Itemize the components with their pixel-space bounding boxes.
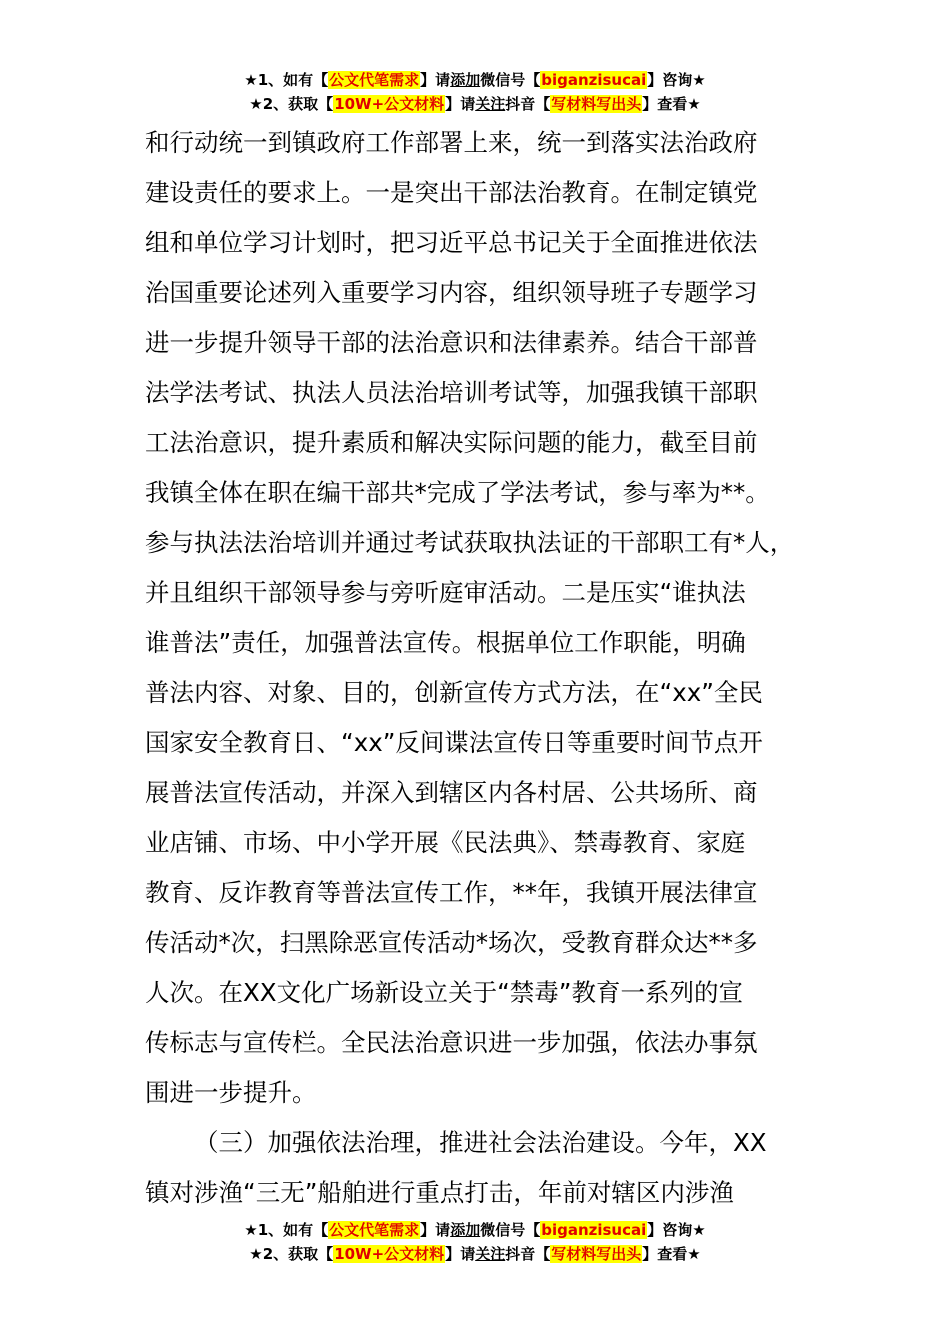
text-line: 我镇全体在职在编干部共*完成了学法考试，参与率为**。 (145, 478, 770, 507)
text-line: 业店铺、市场、中小学开展《民法典》、禁毒教育、家庭 (145, 828, 746, 857)
banner-text: 】咨询★ (647, 1221, 706, 1239)
banner-text: ★2、获取【 (249, 95, 334, 113)
banner-text: 】查看★ (642, 1245, 701, 1263)
banner-text: 】请 (420, 1221, 451, 1239)
banner-underlined: 关注 (475, 95, 506, 113)
banner-text: 抖音【 (505, 1245, 551, 1263)
text-line: 谁普法”责任，加强普法宣传。根据单位工作职能，明确 (145, 628, 746, 657)
banner-text: 】查看★ (642, 95, 701, 113)
header-banner (0, 68, 950, 116)
banner-line-2 (0, 1242, 950, 1266)
banner-line-1 (0, 1218, 950, 1242)
section-heading-line: （三）加强依法治理，推进社会法治建设。今年，XX (194, 1128, 767, 1157)
text-line: 人次。在XX文化广场新设立关于“禁毒”教育一系列的宣 (145, 978, 743, 1007)
banner-text: 抖音【 (505, 95, 551, 113)
text-line: 普法内容、对象、目的，创新宣传方式方法，在“xx”全民 (145, 678, 763, 707)
banner-line-1 (0, 68, 950, 92)
banner-line-2 (0, 92, 950, 116)
banner-text: ★1、如有【 (244, 71, 329, 89)
text-line: 治国重要论述列入重要学习内容，组织领导班子专题学习 (145, 278, 758, 307)
text-line: 并且组织干部领导参与旁听庭审活动。二是压实“谁执法 (145, 578, 746, 607)
banner-highlight: 写材料写出头 (551, 1245, 642, 1263)
text-line: 法学法考试、执法人员法治培训考试等，加强我镇干部职 (145, 378, 758, 407)
text-line: 传活动*次，扫黑除恶宣传活动*场次，受教育群众达**多 (145, 928, 758, 957)
banner-text: 微信号【 (480, 1221, 541, 1239)
banner-underlined: 关注 (475, 1245, 506, 1263)
footer-banner (0, 1218, 950, 1266)
text-line: 建设责任的要求上。一是突出干部法治教育。在制定镇党 (145, 178, 758, 207)
text-line: 围进一步提升。 (145, 1078, 317, 1107)
text-line: 展普法宣传活动，并深入到辖区内各村居、公共场所、商 (145, 778, 758, 807)
banner-text: 】咨询★ (647, 71, 706, 89)
text-line: 教育、反诈教育等普法宣传工作，**年，我镇开展法律宣 (145, 878, 758, 907)
banner-highlight: 10W+公文材料 (334, 95, 445, 113)
text-line: 镇对涉渔“三无”船舶进行重点打击，年前对辖区内涉渔 (145, 1178, 734, 1207)
banner-underlined: 添加 (450, 1221, 481, 1239)
banner-text: 】请 (420, 71, 451, 89)
text-line: 国家安全教育日、“xx”反间谍法宣传日等重要时间节点开 (145, 728, 763, 757)
banner-text: 微信号【 (480, 71, 541, 89)
banner-highlight: 公文代笔需求 (329, 71, 420, 89)
banner-text: ★1、如有【 (244, 1221, 329, 1239)
banner-highlight: 写材料写出头 (551, 95, 642, 113)
text-line: 进一步提升领导干部的法治意识和法律素养。结合干部普 (145, 328, 758, 357)
banner-highlight: biganzisucai (541, 1221, 647, 1239)
banner-highlight: 公文代笔需求 (329, 1221, 420, 1239)
document-body (145, 118, 815, 1218)
banner-text: 】请 (445, 95, 476, 113)
banner-underlined: 添加 (450, 71, 481, 89)
banner-text: ★2、获取【 (249, 1245, 334, 1263)
text-line: 工法治意识，提升素质和解决实际问题的能力，截至目前 (145, 428, 758, 457)
banner-highlight: 10W+公文材料 (334, 1245, 445, 1263)
text-line: 传标志与宣传栏。全民法治意识进一步加强，依法办事氛 (145, 1028, 758, 1057)
banner-text: 】请 (445, 1245, 476, 1263)
text-line: 参与执法法治培训并通过考试获取执法证的干部职工有*人， (145, 528, 795, 557)
text-line: 和行动统一到镇政府工作部署上来，统一到落实法治政府 (145, 128, 758, 157)
text-line: 组和单位学习计划时，把习近平总书记关于全面推进依法 (145, 228, 758, 257)
banner-highlight: biganzisucai (541, 71, 647, 89)
